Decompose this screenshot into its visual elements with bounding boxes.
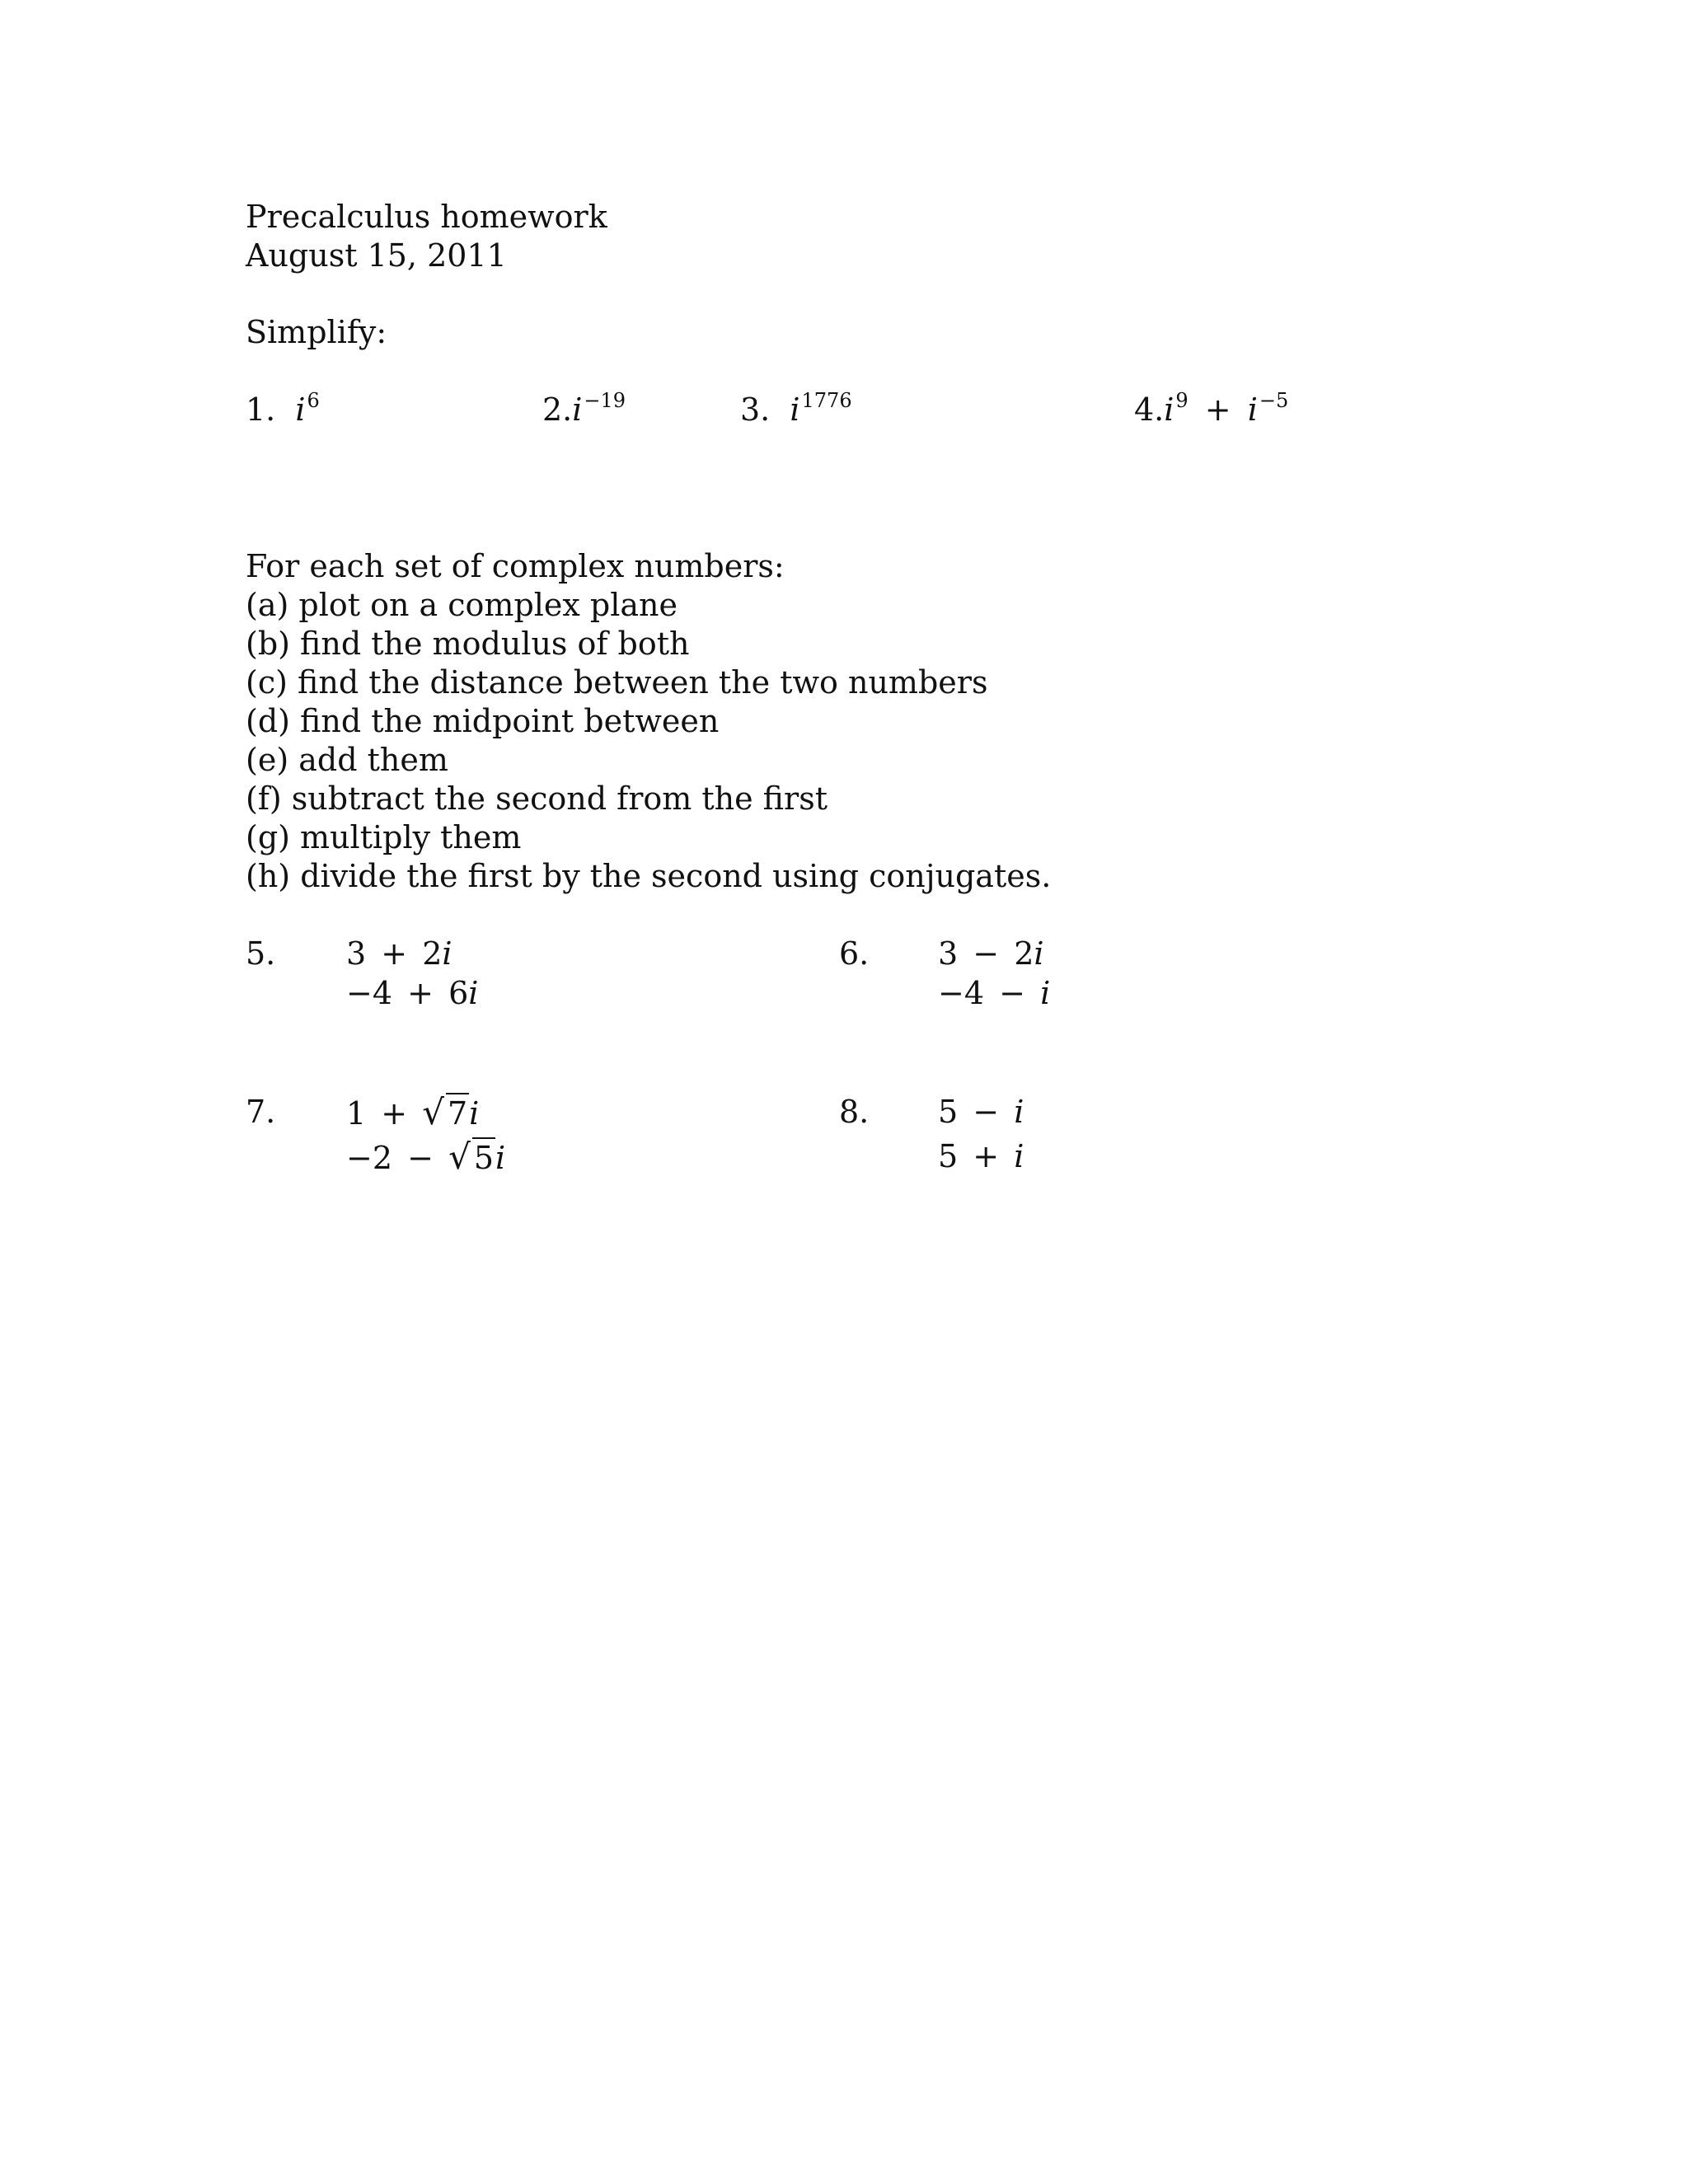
step-f: (f) subtract the second from the first: [246, 780, 828, 817]
problem-7-number: 7.: [246, 1094, 276, 1130]
imaginary-unit: i: [1164, 391, 1175, 428]
problem-5-second: −4 + 6i: [346, 975, 479, 1011]
simplify-problem-3: [740, 389, 852, 428]
problem-number: 3.: [740, 391, 771, 428]
problem-8-first: 5 − i: [938, 1094, 1025, 1130]
step-g: (g) multiply them: [246, 819, 522, 855]
imaginary-unit: i: [1247, 391, 1258, 428]
problem-8-number: 8.: [839, 1094, 870, 1130]
problem-number: 1.: [246, 391, 276, 428]
problem-number: 2.: [542, 391, 573, 428]
imaginary-unit: i: [295, 391, 306, 428]
plus-operator: +: [1204, 391, 1231, 428]
simplify-heading: Simplify:: [246, 314, 387, 350]
problem-6-second: −4 − i: [938, 975, 1051, 1011]
problem-8-second: 5 + i: [938, 1138, 1025, 1174]
imaginary-unit: i: [572, 391, 583, 428]
step-e: (e) add them: [246, 742, 448, 778]
step-a: (a) plot on a complex plane: [246, 587, 678, 623]
step-b: (b) find the modulus of both: [246, 626, 690, 662]
exponent: −5: [1259, 389, 1289, 412]
assignment-date: August 15, 2011: [246, 237, 507, 274]
problem-7-second: −2 − √ 5i: [346, 1137, 506, 1177]
problem-5-number: 5.: [246, 935, 276, 972]
simplify-problem-1: [246, 389, 320, 428]
exponent: 1776: [801, 389, 852, 412]
step-c: (c) find the distance between the two numbers: [246, 664, 988, 701]
exponent: −19: [584, 389, 626, 412]
square-root: √ 7: [422, 1092, 468, 1132]
course-title: Precalculus homework: [246, 199, 607, 235]
simplify-problem-4: [1134, 389, 1289, 428]
square-root: √ 5: [448, 1137, 495, 1177]
step-d: (d) find the midpoint between: [246, 703, 720, 739]
problem-5-first: 3 + 2i: [346, 935, 452, 972]
exponent: 6: [307, 389, 320, 412]
imaginary-unit: i: [790, 391, 800, 428]
complex-intro: For each set of complex numbers:: [246, 548, 785, 584]
problem-6-first: 3 − 2i: [938, 935, 1044, 972]
exponent: 9: [1175, 389, 1189, 412]
problem-number: 4.: [1134, 391, 1165, 428]
problem-7-first: 1 + √ 7i: [346, 1092, 480, 1132]
problem-6-number: 6.: [839, 935, 870, 972]
simplify-problem-2: [542, 389, 626, 428]
step-h: (h) divide the first by the second using conjugates.: [246, 858, 1052, 894]
